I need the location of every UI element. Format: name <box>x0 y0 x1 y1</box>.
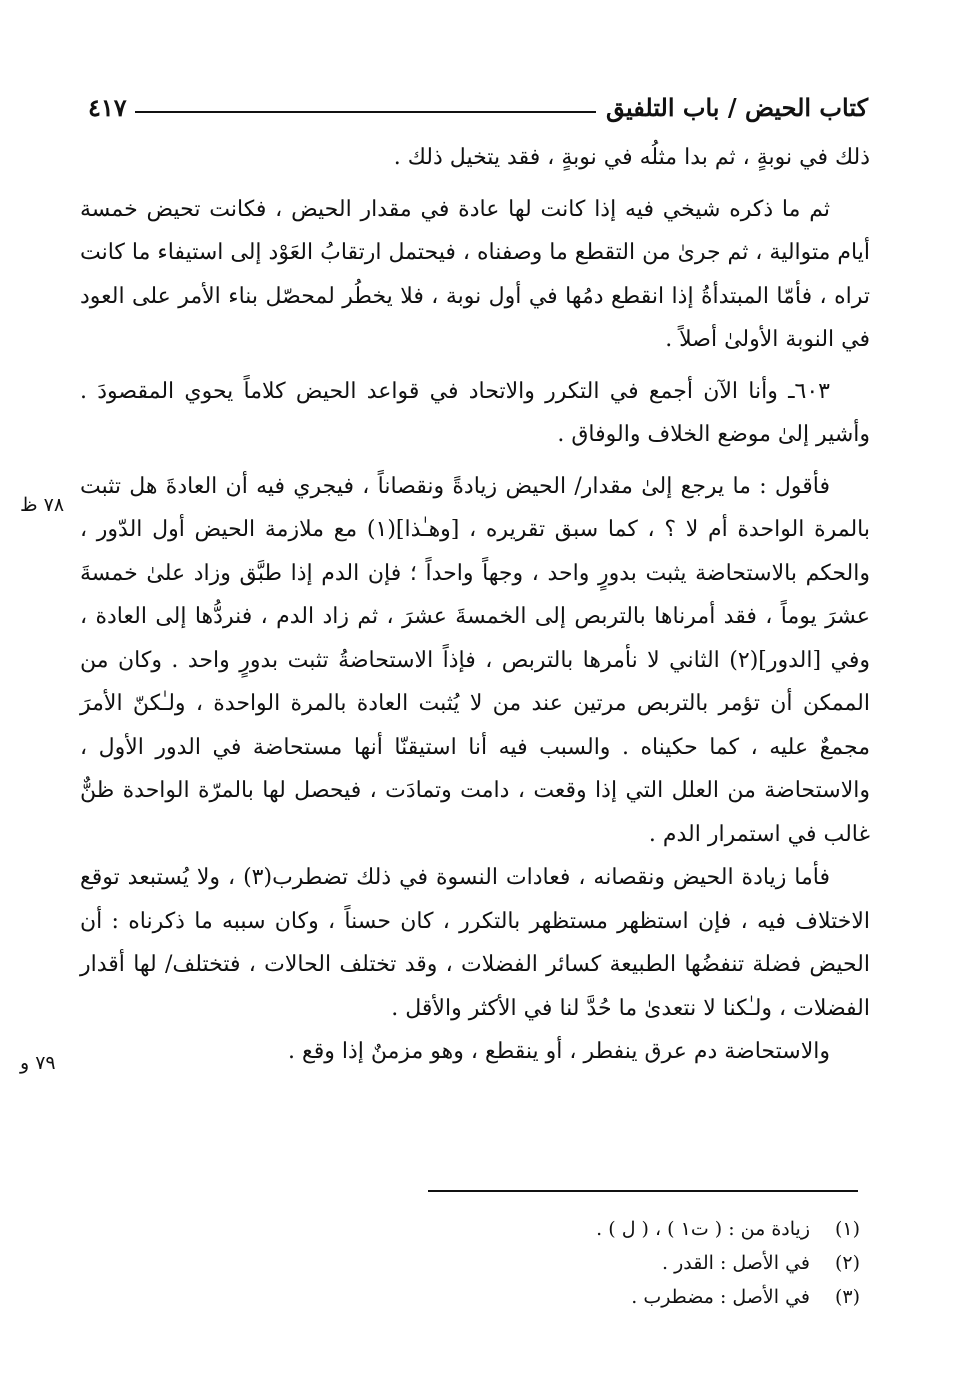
footnote-number: (٢) <box>834 1252 860 1274</box>
footnote-number: (١) <box>834 1218 860 1240</box>
manuscript-folio-note: ٧٩ و <box>20 1052 56 1074</box>
paragraph-603: ٦٠٣ـ وأنا الآن أجمع في التكرر والاتحاد في قواعد الحيض كلاماً يحوي المقصودَ . وأشير إلىٰ موضع الخلاف والوفاق . <box>80 378 870 447</box>
paragraph: ثم ما ذكره شيخي فيه إذا كانت لها عادة في مقدار الحيض ، فكانت تحيض خمسة أيام متوالية ، ثم جرىٰ من التقطع ما وصفناه ، فيحتمل ارتقابُ العَوْد إلى استيفاء ما كانت تراه ، فأمّا المبتدأةُ إذا انقطع دمُها في أول نوبة ، فلا يخطُر لمحصّل بناء الأمر على العود في النوبة الأولىٰ أصلاً . <box>80 196 870 352</box>
header-rule <box>135 111 596 113</box>
main-text <box>80 136 870 1074</box>
footnote <box>300 1280 860 1314</box>
paragraph: والاستحاضة دم عرق ينفطر ، أو ينقطع ، وهو مزمنٌ إذا وقع . <box>288 1039 830 1064</box>
paragraph: فأقول : ما يرجع إلىٰ مقدار/ الحيض زيادةً ونقصاناً ، فيجري فيه أن العادةَ هل تثبت بالمرة الواحدة أم لا ؟ ، كما سبق تقريره ، [وهـٰذا](١) مع ملازمة الحيض أول الدّور ، والحكم بالاستحاضة يثبت بدورٍ واحد ، وجهاً واحداً ؛ فإن الدم إذا طبَّق وزاد علىٰ خمسةَ عشرَ يوماً ، فقد أمرناها بالتربص إلى الخمسةَ عشرَ ، ثم زاد الدم ، فنردُّها إلى العادة ، وفي [الدور](٢) الثاني لا نأمرها بالتربص ، فإذاً الاستحاضةُ تثبت بدورٍ واحد . وكان من الممكن أن تؤمر بالتربص مرتين عند من لا يُثبت العادة بالمرة الواحدة ، ولـٰكنّ الأمرَ مجمعٌ عليه ، كما حكيناه . والسبب فيه أنا استيقنّا أنها مستحاضة في الدور الأول ، والاستحاضة من العلل التي إذا وقعت ، دامت وتمادَت ، فيحصل لها بالمرّة الواحدة ظنٌّ غالب في استمرار الدم . <box>80 473 870 847</box>
page-number: ٤١٧ <box>88 93 127 122</box>
footnote <box>300 1246 860 1280</box>
footnote-text: زيادة من : ( ت١ ) ، ( ل ) . <box>596 1218 810 1240</box>
chapter-title: كتاب الحيض / باب التلفيق <box>605 93 868 122</box>
footnote-text: في الأصل : القدر . <box>662 1252 810 1274</box>
running-header <box>88 82 868 122</box>
footnote-text: في الأصل : مضطرب . <box>631 1286 810 1308</box>
footnote <box>300 1212 860 1246</box>
footnotes <box>300 1212 860 1314</box>
paragraph: ذلك في نوبةٍ ، ثم بدا مثلُه في نوبةٍ ، فقد يتخيل ذلك . <box>393 145 870 170</box>
paragraph: فأما زيادة الحيض ونقصانه ، فعادات النسوة في ذلك تضطرب(٣) ، ولا يُستبعد توقع الاختلاف فيه ، فإن استظهر مستظهر بالتكرر ، كان حسناً ، وكان سببه ما ذكرناه : أن الحيض فضلة تنفضُها الطبيعة كسائر الفضلات ، وقد تختلف الحالات ، فتختلف/ لها أقدار الفضلات ، ولـٰكنا لا نتعدىٰ ما حُدَّ لنا في الأكثر والأقل . <box>80 865 870 1021</box>
manuscript-folio-note: ٧٨ ظ <box>20 494 65 516</box>
footnote-number: (٣) <box>834 1286 860 1308</box>
footnote-separator <box>428 1190 858 1192</box>
